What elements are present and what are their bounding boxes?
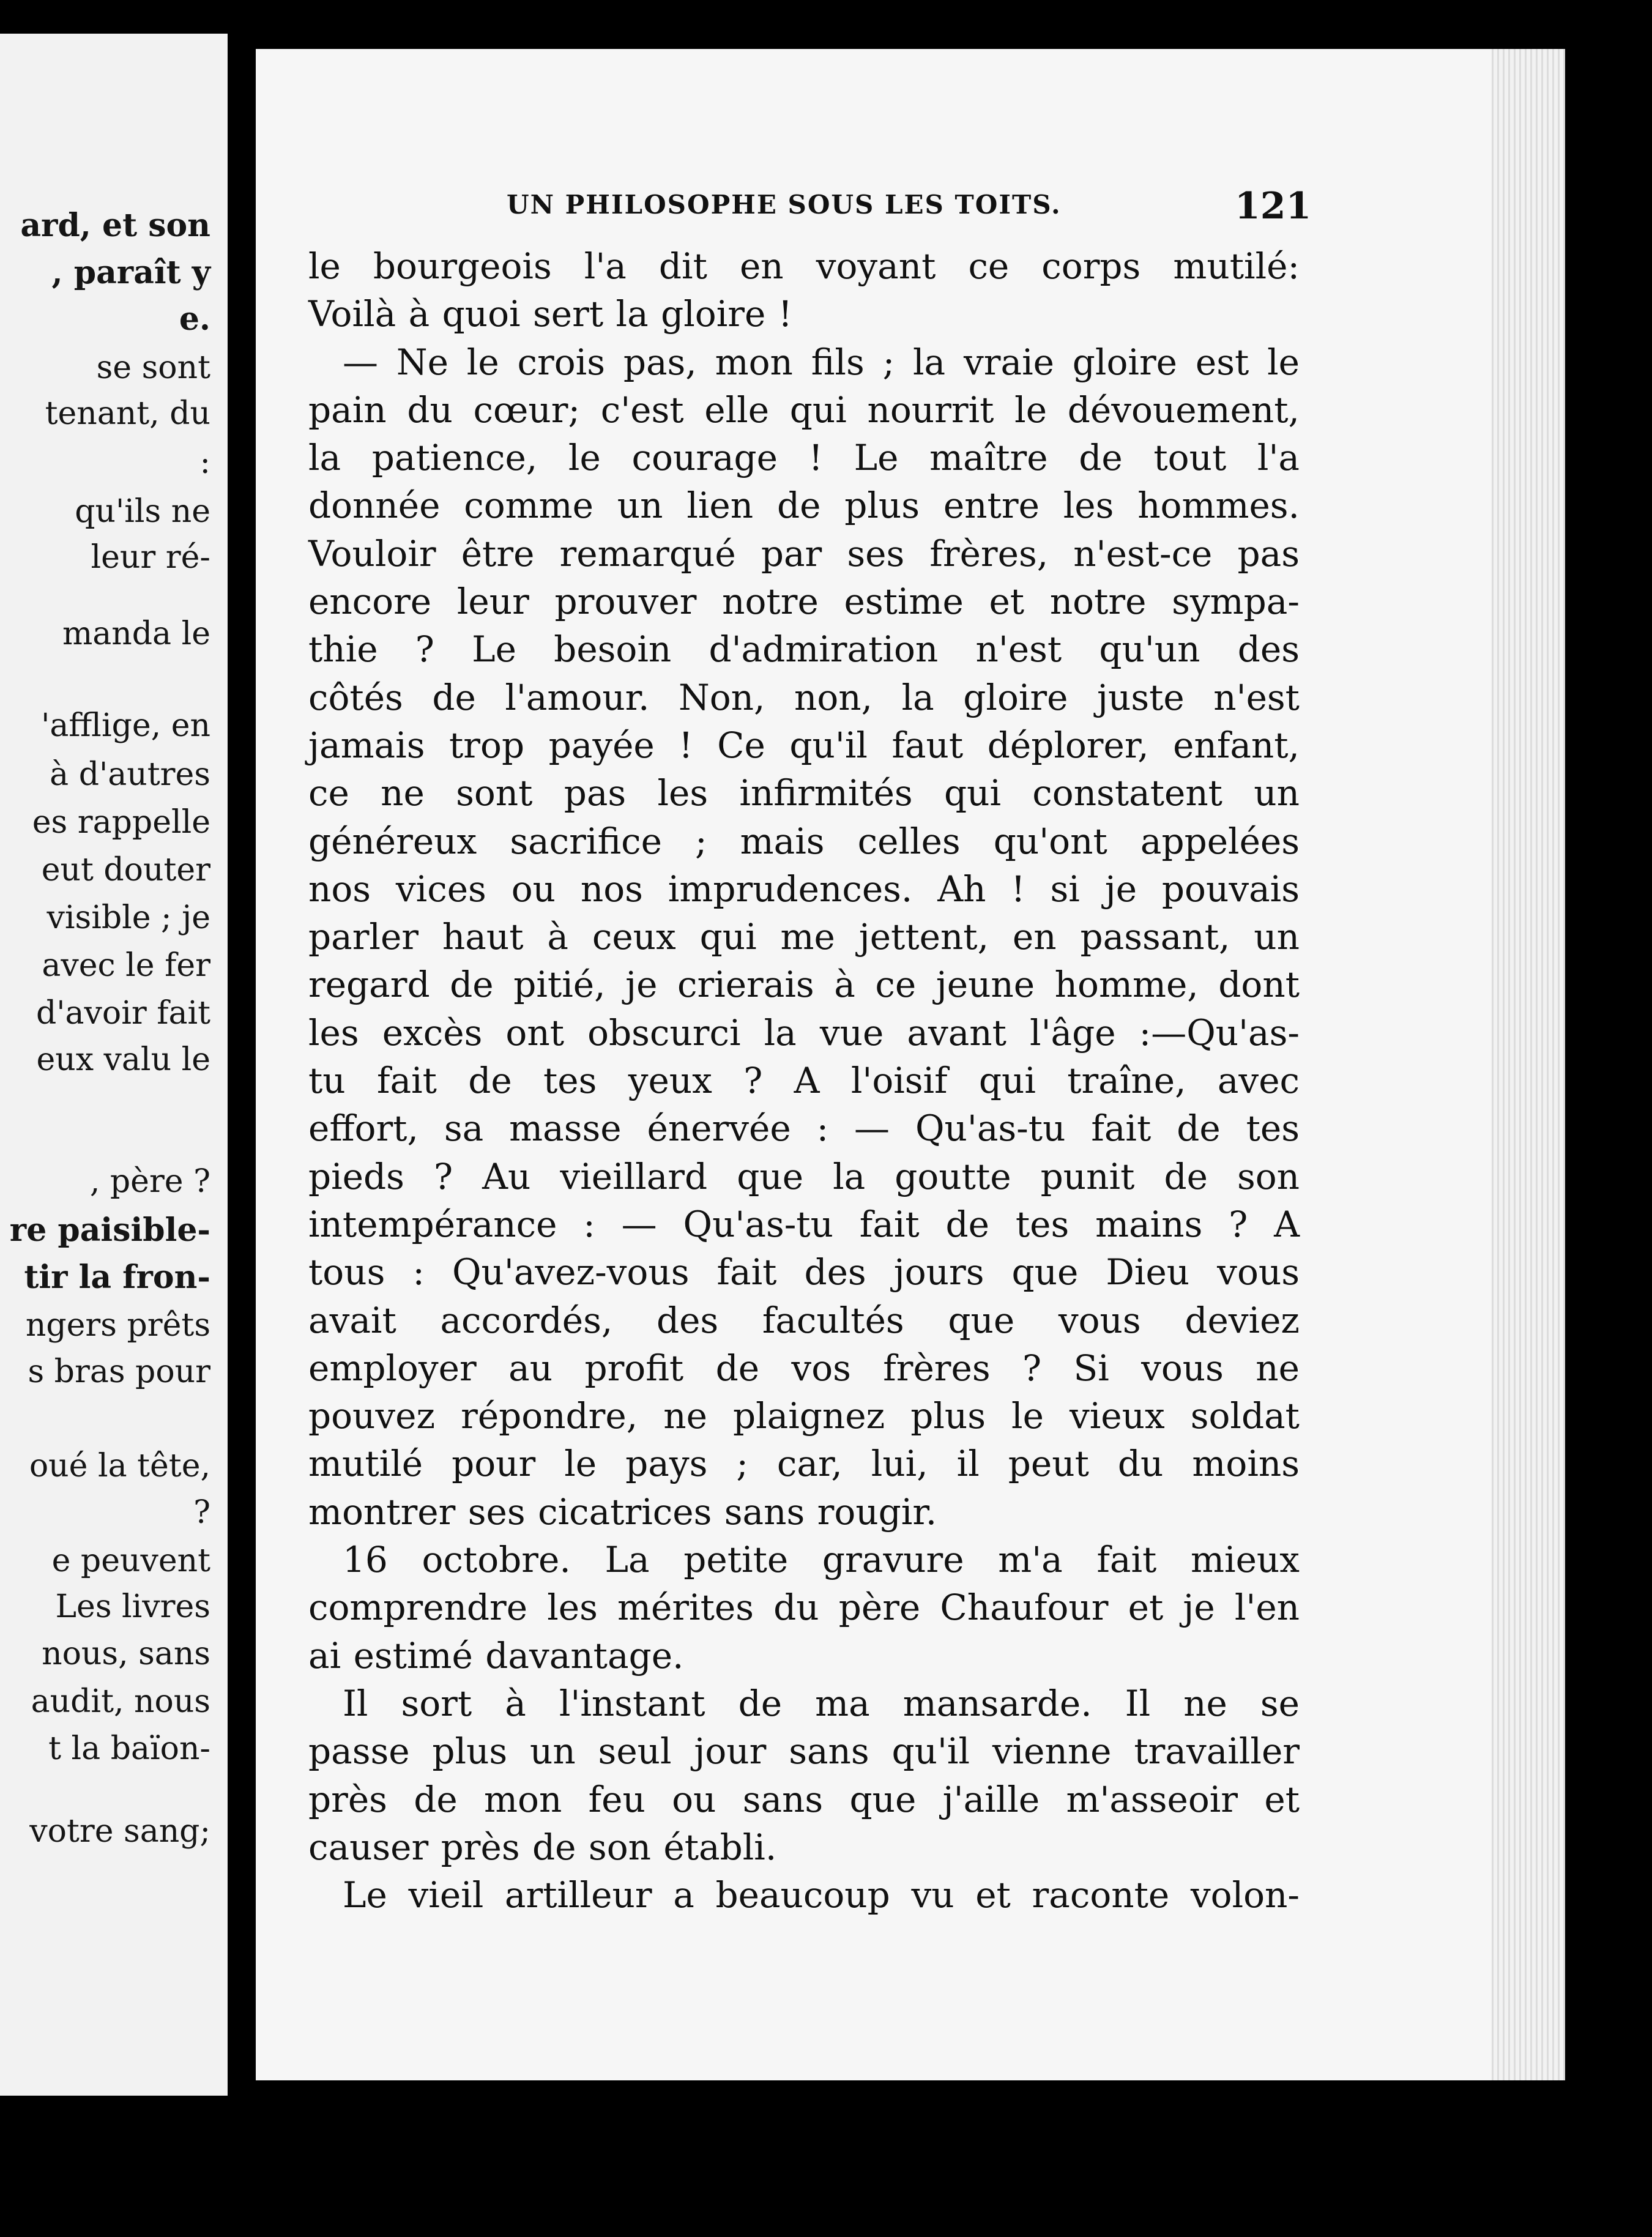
text-line: comprendre les mérites du père Chaufour et je l'en — [308, 1587, 1300, 1629]
text-line: tous : Qu'avez-vous fait des jours que Dieu vous — [308, 1251, 1300, 1293]
text-line: tu fait de tes yeux ? A l'oisif qui traîne, avec — [308, 1060, 1300, 1102]
text-line: ai estimé davantage. — [308, 1634, 684, 1677]
text-line: 16 octobre. La petite gravure m'a fait mieux — [343, 1539, 1300, 1581]
text-line: thie ? Le besoin d'admiration n'est qu'un des — [308, 628, 1300, 671]
left-page-line: qu'ils ne — [75, 493, 210, 530]
left-page-line: se sont — [96, 349, 210, 386]
text-line: pouvez répondre, ne plaignez plus le vieux soldat — [308, 1395, 1300, 1437]
left-page-line: : — [199, 444, 210, 481]
left-page-line: tir la fron- — [24, 1259, 210, 1296]
text-line: Vouloir être remarqué par ses frères, n'est-ce pas — [308, 532, 1300, 575]
left-page-line: tenant, du — [45, 395, 210, 432]
text-line: avait accordés, des facultés que vous deviez — [308, 1299, 1300, 1341]
left-page-line: oué la tête, — [29, 1448, 210, 1484]
text-line: parler haut à ceux qui me jettent, en passant, un — [308, 916, 1300, 958]
left-page-line: t la baïon- — [48, 1730, 210, 1767]
left-page-line: ? — [193, 1494, 210, 1531]
left-page-line: nous, sans — [42, 1636, 210, 1672]
text-line: ce ne sont pas les infirmités qui constatent un — [308, 772, 1300, 814]
left-facing-page — [0, 34, 228, 2096]
left-page-line: e peuvent — [51, 1543, 210, 1579]
text-line: effort, sa masse énervée : — Qu'as-tu fait de tes — [308, 1107, 1300, 1150]
text-line: jamais trop payée ! Ce qu'il faut déplorer, enfant, — [308, 724, 1300, 766]
text-line: généreux sacrifice ; mais celles qu'ont appelées — [308, 820, 1300, 862]
text-line: près de mon feu ou sans que j'aille m'asseoir et — [308, 1778, 1300, 1820]
text-line: côtés de l'amour. Non, non, la gloire juste n'est — [308, 676, 1300, 718]
text-line: regard de pitié, je crierais à ce jeune homme, dont — [308, 964, 1300, 1006]
text-line: employer au profit de vos frères ? Si vous ne — [308, 1347, 1300, 1389]
left-page-line: , père ? — [89, 1163, 210, 1200]
left-page-line: es rappelle — [32, 804, 210, 841]
text-line: montrer ses cicatrices sans rougir. — [308, 1491, 937, 1533]
running-head: UN PHILOSOPHE SOUS LES TOITS. — [507, 190, 1062, 220]
left-page-line: audit, nous — [31, 1683, 210, 1720]
body-text — [308, 242, 1300, 1919]
text-line: la patience, le courage ! Le maître de tout l'a — [308, 437, 1300, 479]
text-line: causer près de son établi. — [308, 1826, 777, 1868]
text-line: mutilé pour le pays ; car, lui, il peut du moins — [308, 1443, 1300, 1485]
left-page-line: , paraît y — [51, 254, 210, 291]
text-line: les excès ont obscurci la vue avant l'âge :—Qu'as- — [308, 1011, 1300, 1054]
left-page-line: d'avoir fait — [35, 995, 210, 1032]
left-page-line: leur ré- — [91, 539, 210, 576]
left-page-line: visible ; je — [47, 899, 210, 936]
text-line: nos vices ou nos imprudences. Ah ! si je pouvais — [308, 868, 1300, 910]
text-line: Voilà à quoi sert la gloire ! — [308, 293, 793, 335]
text-line: intempérance : — Qu'as-tu fait de tes mains ? A — [308, 1203, 1300, 1245]
left-page-line: e. — [179, 300, 210, 338]
text-line: — Ne le crois pas, mon fils ; la vraie gloire est le — [343, 341, 1300, 383]
left-page-line: à d'autres — [50, 756, 210, 793]
text-line: le bourgeois l'a dit en voyant ce corps mutilé: — [308, 245, 1300, 287]
text-line: passe plus un seul jour sans qu'il vienne travailler — [308, 1730, 1300, 1773]
left-page-line: s bras pour — [28, 1353, 210, 1390]
page-number: 121 — [1235, 185, 1312, 228]
text-line: Il sort à l'instant de ma mansarde. Il ne se — [343, 1682, 1300, 1724]
left-page-line: eux valu le — [36, 1041, 210, 1078]
left-page-line: re paisible- — [9, 1212, 210, 1249]
left-page-line: 'afflige, en — [41, 707, 210, 744]
left-page-line: avec le fer — [42, 947, 210, 984]
page-edge-stack — [1492, 49, 1565, 2080]
left-page-line: ard, et son — [20, 207, 210, 244]
text-line: encore leur prouver notre estime et notre sympa- — [308, 581, 1300, 623]
left-page-line: ngers prêts — [25, 1307, 210, 1344]
left-page-line: votre sang; — [29, 1813, 210, 1850]
text-line: donnée comme un lien de plus entre les hommes. — [308, 485, 1300, 527]
right-page — [256, 49, 1565, 2080]
left-page-line: eut douter — [41, 852, 210, 888]
text-line: pieds ? Au vieillard que la goutte punit de son — [308, 1155, 1300, 1197]
left-page-line: Les livres — [55, 1588, 210, 1625]
left-page-line: manda le — [62, 616, 210, 652]
text-line: Le vieil artilleur a beaucoup vu et raconte volon- — [343, 1874, 1300, 1916]
text-line: pain du cœur; c'est elle qui nourrit le dévouement, — [308, 389, 1300, 431]
